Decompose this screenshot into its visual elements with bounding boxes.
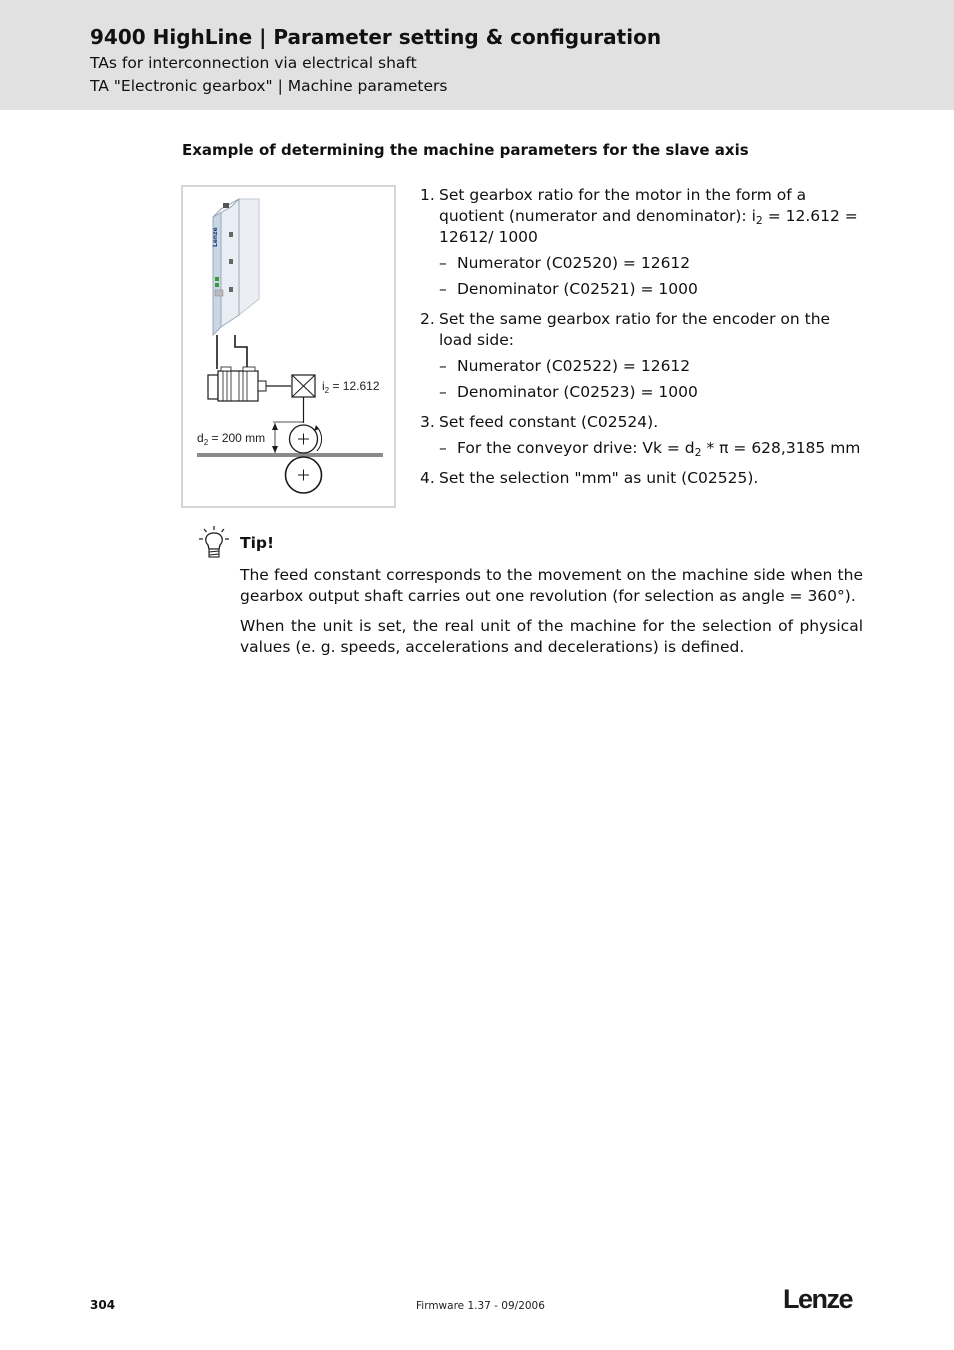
sub-item: – Numerator (C02522) = 12612 bbox=[439, 357, 691, 375]
svg-text:Lenze: Lenze bbox=[212, 227, 219, 247]
step-3 bbox=[420, 412, 865, 459]
step-1 bbox=[420, 185, 865, 300]
step-number: 2. bbox=[420, 310, 435, 328]
tip-paragraph-1: The feed constant corresponds to the movement on the machine side when the gearbox output shaft carries out one revolution (for selection as angle = 360°). bbox=[240, 566, 863, 605]
sub-item: – Numerator (C02520) = 12612 bbox=[439, 254, 691, 272]
sub-item: – Denominator (C02521) = 1000 bbox=[439, 280, 698, 298]
lightbulb-icon bbox=[197, 525, 231, 559]
drive-roller-icon bbox=[290, 425, 322, 453]
gearbox-icon bbox=[292, 375, 315, 423]
header-subtitle-section: TA "Electronic gearbox" | Machine parameters bbox=[90, 77, 448, 95]
diameter-label: $d_2 = 200$ mm bbox=[197, 431, 266, 447]
machine-diagram bbox=[183, 187, 394, 506]
step-number: 1. bbox=[420, 186, 435, 204]
step-number: 3. bbox=[420, 413, 435, 431]
machine-diagram-figure bbox=[181, 185, 396, 508]
section-heading: Example of determining the machine parameters for the slave axis bbox=[182, 141, 749, 159]
step-text: Set the selection "mm" as unit (C02525). bbox=[439, 469, 759, 487]
tip-label: Tip! bbox=[240, 534, 275, 552]
procedure-steps bbox=[420, 185, 865, 498]
page-number: 304 bbox=[90, 1298, 116, 1312]
motor-icon bbox=[208, 367, 291, 401]
tip-paragraph-2: When the unit is set, the real unit of the machine for the selection of physical values (e. g. speeds, accelerations and decelerations) is defined. bbox=[240, 617, 863, 656]
sub-item: – For the conveyor drive: $Vk = d_2 * \pi = 628,3185$ mm bbox=[439, 439, 861, 459]
step-number: 4. bbox=[420, 469, 435, 487]
idler-roller-icon bbox=[286, 457, 322, 493]
page-header bbox=[0, 0, 954, 110]
gear-ratio-label: $i_2 = 12.612$ bbox=[322, 379, 380, 395]
header-subtitle-chapter: TAs for interconnection via electrical shaft bbox=[90, 54, 417, 72]
step-4 bbox=[420, 468, 865, 489]
servo-drive-icon bbox=[212, 199, 259, 335]
firmware-version: Firmware 1.37 - 09/2006 bbox=[416, 1300, 545, 1312]
step-2 bbox=[420, 309, 865, 403]
step-text: Set gearbox ratio for the motor in the form of a quotient (numerator and denominator): $i_2 = 12.612 = 12612/$ 1000 bbox=[439, 186, 858, 246]
lenze-logo: Lenze bbox=[783, 1284, 853, 1314]
page-title: 9400 HighLine | Parameter setting & configuration bbox=[90, 25, 662, 49]
step-text: Set the same gearbox ratio for the encoder on the load side: bbox=[439, 310, 831, 349]
sub-item: – Denominator (C02523) = 1000 bbox=[439, 383, 698, 401]
step-text: Set feed constant (C02524). bbox=[439, 413, 659, 431]
